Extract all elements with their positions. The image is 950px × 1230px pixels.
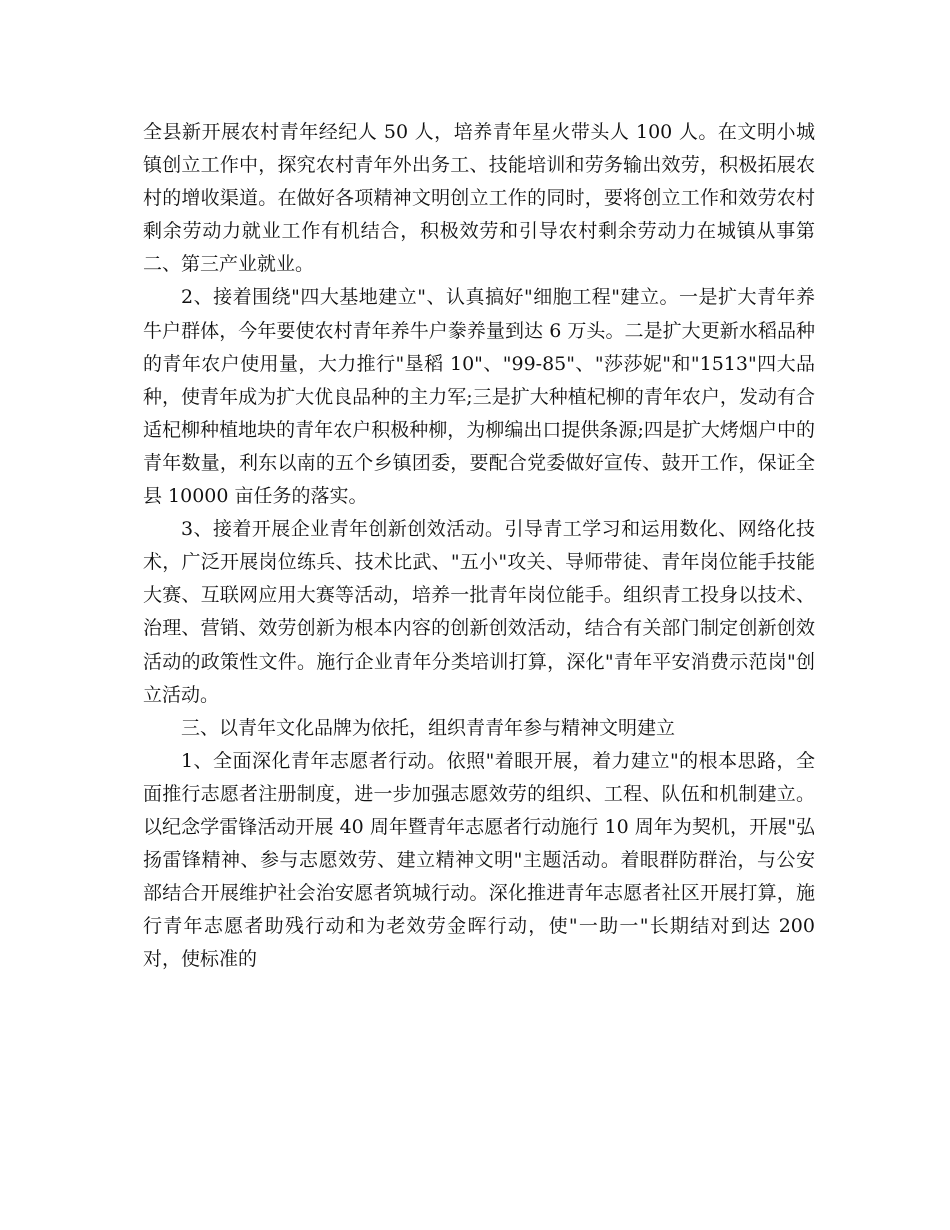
paragraph-2: 2、接着围绕"四大基地建立"、认真搞好"细胞工程"建立。一是扩大青年养牛户群体，今年要使农村青年养牛户豢养量到达 6 万头。二是扩大更新水稻品种的青年农户使用量，大力推行"垦稻 10"、"99-85"、"莎莎妮"和"1513"四大品种，使青年成为扩大优良品种的主力军;三是扩大种植杞柳的青年农户，发动有合适杞柳种植地块的青年农户积极种柳，为柳编出口提供条源;四是扩大烤烟户中的青年数量，利东以南的五个乡镇团委，要配合党委做好宣传、鼓开工作，保证全县 10000 亩任务的落实。 [143,286,815,508]
paragraph-3: 3、接着开展企业青年创新创效活动。引导青工学习和运用数化、网络化技术，广泛开展岗位练兵、技术比武、"五小"攻关、导师带徒、青年岗位能手技能大赛、互联网应用大赛等活动，培养一批青年岗位能手。组织青工投身以技术、治理、营销、效劳创新为根本内容的创新创效活动，结合有关部门制定创新创效活动的政策性文件。施行企业青年分类培训打算，深化"青年平安消费示范岗"创立活动。 [143,518,815,706]
section-heading-3: 三、以青年文化品牌为依托，组织青青年参与精神文明建立 [181,716,676,739]
document-body [143,116,815,976]
paragraph-4: 1、全面深化青年志愿者行动。依照"着眼开展，着力建立"的根本思路，全面推行志愿者注册制度，进一步加强志愿效劳的组织、工程、队伍和机制建立。以纪念学雷锋活动开展 40 周年暨青年志愿者行动施行 10 周年为契机，开展"弘扬雷锋精神、参与志愿效劳、建立精神文明"主题活动。着眼群防群治，与公安部结合开展维护社会治安愿者筑城行动。深化推进青年志愿者社区开展打算，施行青年志愿者助残行动和为老效劳金晖行动，使"一助一"长期结对到达 200 对，使标准的 [143,749,815,971]
paragraph-1: 全县新开展农村青年经纪人 50 人，培养青年星火带头人 100 人。在文明小城镇创立工作中，探究农村青年外出务工、技能培训和劳务输出效劳，积极拓展农村的增收渠道。在做好各项精神文明创立工作的同时，要将创立工作和效劳农村剩余劳动力就业工作有机结合，积极效劳和引导农村剩余劳动力在城镇从事第二、第三产业就业。 [143,121,815,276]
